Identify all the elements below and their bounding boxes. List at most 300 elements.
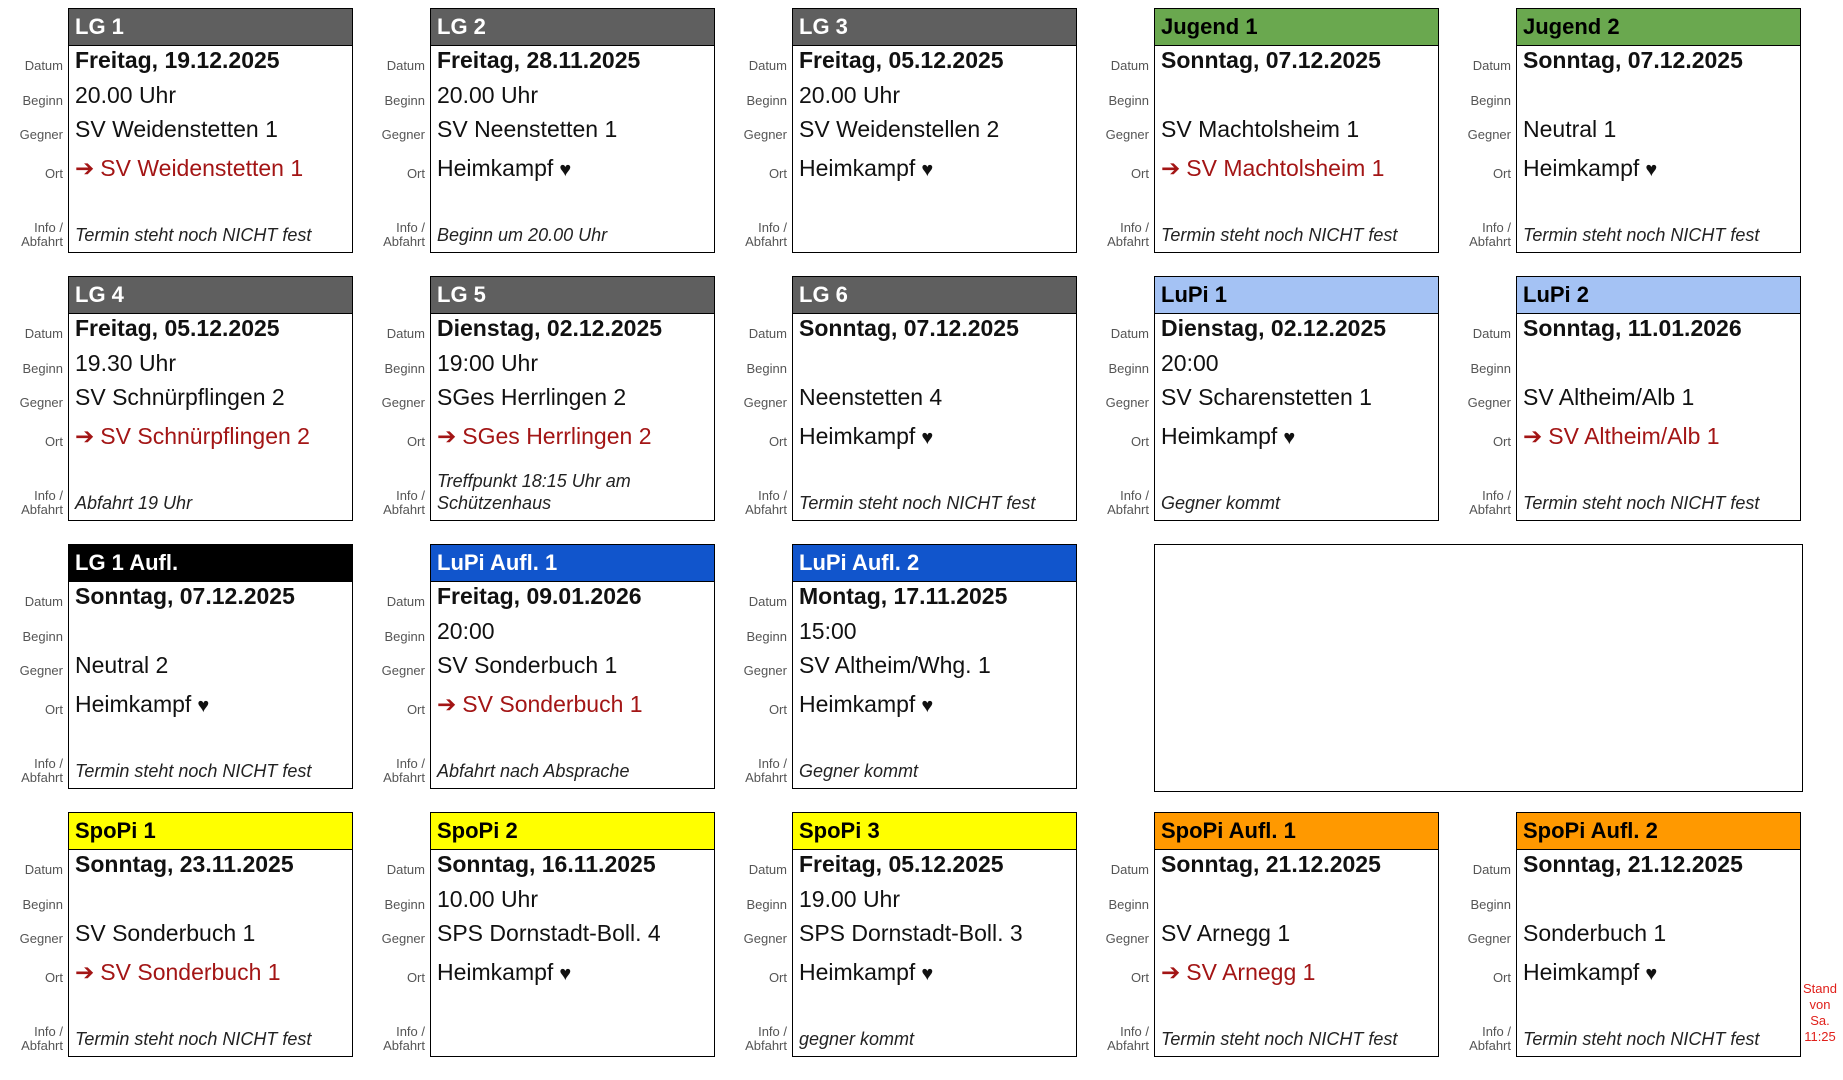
label-info-line2: Abfahrt bbox=[745, 502, 787, 517]
match-info: Termin steht noch NICHT fest bbox=[1161, 1029, 1398, 1049]
match-start-time: 20.00 Uhr bbox=[799, 82, 901, 108]
label-gegner: Gegner bbox=[1105, 127, 1149, 142]
team-card bbox=[792, 276, 1077, 521]
label-info-line1: Info / bbox=[758, 1024, 787, 1039]
match-location-text: Heimkampf bbox=[1523, 959, 1640, 985]
label-ort: Ort bbox=[406, 702, 425, 717]
team-card bbox=[1516, 812, 1801, 1057]
label-info bbox=[383, 1025, 425, 1053]
label-beginn: Beginn bbox=[746, 897, 787, 912]
label-info-line2: Abfahrt bbox=[1107, 502, 1149, 517]
team-header: SpoPi Aufl. 1 bbox=[1155, 813, 1438, 850]
team-header: LuPi Aufl. 2 bbox=[793, 545, 1076, 582]
label-datum: Datum bbox=[1472, 58, 1511, 73]
label-datum: Datum bbox=[748, 594, 787, 609]
match-info: Termin steht noch NICHT fest bbox=[799, 493, 1036, 513]
label-info bbox=[21, 221, 63, 249]
row-labels bbox=[1448, 276, 1514, 526]
team-card bbox=[68, 544, 353, 789]
match-start-time: 19.30 Uhr bbox=[75, 350, 177, 376]
match-date: Dienstag, 02.12.2025 bbox=[1161, 315, 1387, 341]
team-card bbox=[1154, 8, 1439, 253]
match-start-time: 20:00 bbox=[1161, 350, 1219, 376]
match-location bbox=[1523, 154, 1796, 184]
match-location bbox=[75, 154, 348, 182]
match-opponent: SV Sonderbuch 1 bbox=[437, 652, 618, 678]
label-beginn: Beginn bbox=[1470, 93, 1511, 108]
label-info-line1: Info / bbox=[1120, 1024, 1149, 1039]
label-info-line2: Abfahrt bbox=[21, 770, 63, 785]
match-location bbox=[75, 958, 348, 986]
match-date: Freitag, 05.12.2025 bbox=[75, 315, 280, 341]
label-info bbox=[21, 1025, 63, 1053]
team-header: SpoPi 2 bbox=[431, 813, 714, 850]
label-info bbox=[745, 489, 787, 517]
match-location-text: Heimkampf bbox=[1523, 155, 1640, 181]
match-date: Freitag, 28.11.2025 bbox=[437, 47, 641, 73]
row-labels bbox=[1086, 8, 1152, 258]
label-info-line1: Info / bbox=[34, 756, 63, 771]
team-header: Jugend 1 bbox=[1155, 9, 1438, 46]
team-cell bbox=[362, 8, 722, 258]
team-cell bbox=[1448, 8, 1808, 258]
away-arrow-icon: ➔ bbox=[1161, 155, 1181, 181]
label-info-line2: Abfahrt bbox=[1107, 234, 1149, 249]
label-info-line2: Abfahrt bbox=[21, 234, 63, 249]
label-info-line1: Info / bbox=[1482, 220, 1511, 235]
label-datum: Datum bbox=[24, 594, 63, 609]
team-cell bbox=[724, 276, 1084, 526]
stand-line-3: Sa. bbox=[1810, 1013, 1830, 1028]
label-ort: Ort bbox=[768, 702, 787, 717]
team-header: LuPi 2 bbox=[1517, 277, 1800, 314]
home-heart-icon: ♥ bbox=[1645, 963, 1658, 985]
match-location-text: Heimkampf bbox=[799, 423, 916, 449]
match-info: Gegner kommt bbox=[799, 761, 919, 781]
label-datum: Datum bbox=[386, 594, 425, 609]
match-opponent: SV Altheim/Whg. 1 bbox=[799, 652, 991, 678]
team-card bbox=[68, 276, 353, 521]
match-location-text: SV Machtolsheim 1 bbox=[1186, 155, 1385, 181]
match-location-text: SV Sonderbuch 1 bbox=[100, 959, 281, 985]
label-ort: Ort bbox=[44, 970, 63, 985]
away-arrow-icon: ➔ bbox=[75, 959, 95, 985]
label-info-line2: Abfahrt bbox=[383, 770, 425, 785]
label-ort: Ort bbox=[44, 166, 63, 181]
label-gegner: Gegner bbox=[381, 663, 425, 678]
match-location-text: Heimkampf bbox=[75, 691, 192, 717]
team-card bbox=[1154, 812, 1439, 1057]
row-labels bbox=[724, 276, 790, 526]
label-info-line1: Info / bbox=[396, 1024, 425, 1039]
match-location-text: SV Weidenstetten 1 bbox=[100, 155, 304, 181]
team-cell bbox=[362, 812, 722, 1062]
match-date: Sonntag, 23.11.2025 bbox=[75, 851, 294, 877]
label-gegner: Gegner bbox=[1105, 395, 1149, 410]
home-heart-icon: ♥ bbox=[197, 695, 210, 717]
label-info-line1: Info / bbox=[34, 488, 63, 503]
row-labels bbox=[724, 8, 790, 258]
match-location-text: Heimkampf bbox=[1161, 423, 1278, 449]
row-labels bbox=[0, 544, 66, 794]
label-beginn: Beginn bbox=[1108, 897, 1149, 912]
row-labels bbox=[724, 812, 790, 1062]
team-card bbox=[792, 812, 1077, 1057]
match-location-text: Heimkampf bbox=[799, 155, 916, 181]
label-info-line1: Info / bbox=[396, 488, 425, 503]
label-beginn: Beginn bbox=[1470, 897, 1511, 912]
home-heart-icon: ♥ bbox=[559, 159, 572, 181]
team-card bbox=[430, 8, 715, 253]
label-info-line1: Info / bbox=[758, 756, 787, 771]
label-info-line1: Info / bbox=[1482, 1024, 1511, 1039]
match-info: Treffpunkt 18:15 Uhr am Schützenhaus bbox=[437, 471, 631, 513]
row-labels bbox=[0, 812, 66, 1062]
label-ort: Ort bbox=[1492, 166, 1511, 181]
match-info: Termin steht noch NICHT fest bbox=[75, 1029, 312, 1049]
team-header: LG 3 bbox=[793, 9, 1076, 46]
label-beginn: Beginn bbox=[746, 629, 787, 644]
team-header: LG 4 bbox=[69, 277, 352, 314]
label-info bbox=[21, 757, 63, 785]
team-card bbox=[792, 544, 1077, 789]
label-ort: Ort bbox=[1492, 970, 1511, 985]
label-info-line2: Abfahrt bbox=[1107, 1038, 1149, 1053]
label-datum: Datum bbox=[386, 326, 425, 341]
team-card bbox=[1516, 8, 1801, 253]
away-arrow-icon: ➔ bbox=[437, 423, 457, 449]
match-location bbox=[1523, 958, 1796, 988]
team-cell bbox=[0, 8, 360, 258]
label-info-line2: Abfahrt bbox=[383, 502, 425, 517]
row-labels bbox=[362, 8, 428, 258]
label-ort: Ort bbox=[768, 434, 787, 449]
label-beginn: Beginn bbox=[22, 93, 63, 108]
label-gegner: Gegner bbox=[743, 663, 787, 678]
match-opponent: SV Neenstetten 1 bbox=[437, 116, 618, 142]
label-ort: Ort bbox=[1130, 434, 1149, 449]
match-opponent: SV Schnürpflingen 2 bbox=[75, 384, 285, 410]
label-ort: Ort bbox=[768, 166, 787, 181]
label-ort: Ort bbox=[406, 970, 425, 985]
label-ort: Ort bbox=[406, 434, 425, 449]
label-info bbox=[383, 221, 425, 249]
label-info bbox=[383, 757, 425, 785]
label-ort: Ort bbox=[44, 434, 63, 449]
label-datum: Datum bbox=[1472, 862, 1511, 877]
match-location bbox=[799, 690, 1072, 720]
label-ort: Ort bbox=[768, 970, 787, 985]
label-gegner: Gegner bbox=[19, 931, 63, 946]
match-location-text: SV Sonderbuch 1 bbox=[462, 691, 643, 717]
match-start-time: 20.00 Uhr bbox=[75, 82, 177, 108]
label-info-line1: Info / bbox=[758, 220, 787, 235]
match-opponent: SV Weidenstellen 2 bbox=[799, 116, 1000, 142]
label-info-line2: Abfahrt bbox=[745, 234, 787, 249]
label-info bbox=[1469, 221, 1511, 249]
label-info-line1: Info / bbox=[396, 756, 425, 771]
empty-placeholder-box bbox=[1154, 544, 1803, 792]
label-datum: Datum bbox=[748, 58, 787, 73]
match-date: Montag, 17.11.2025 bbox=[799, 583, 1008, 609]
label-info-line1: Info / bbox=[758, 488, 787, 503]
label-datum: Datum bbox=[748, 862, 787, 877]
away-arrow-icon: ➔ bbox=[1161, 959, 1181, 985]
away-arrow-icon: ➔ bbox=[75, 423, 95, 449]
match-location bbox=[75, 422, 348, 450]
team-cell bbox=[362, 544, 722, 794]
home-heart-icon: ♥ bbox=[1645, 159, 1658, 181]
match-date: Freitag, 05.12.2025 bbox=[799, 851, 1004, 877]
label-datum: Datum bbox=[1110, 58, 1149, 73]
match-start-time: 20.00 Uhr bbox=[437, 82, 539, 108]
team-card bbox=[792, 8, 1077, 253]
row-labels bbox=[1086, 276, 1152, 526]
label-info-line1: Info / bbox=[1482, 488, 1511, 503]
match-date: Sonntag, 07.12.2025 bbox=[1161, 47, 1381, 73]
row-labels bbox=[1086, 812, 1152, 1062]
label-info-line2: Abfahrt bbox=[1469, 234, 1511, 249]
team-card bbox=[68, 812, 353, 1057]
label-info-line2: Abfahrt bbox=[1469, 502, 1511, 517]
match-location bbox=[799, 958, 1072, 988]
home-heart-icon: ♥ bbox=[921, 159, 934, 181]
away-arrow-icon: ➔ bbox=[437, 691, 457, 717]
match-opponent: SPS Dornstadt-Boll. 3 bbox=[799, 920, 1023, 946]
label-datum: Datum bbox=[1110, 326, 1149, 341]
label-info-line1: Info / bbox=[34, 1024, 63, 1039]
row-labels bbox=[724, 544, 790, 794]
home-heart-icon: ♥ bbox=[921, 695, 934, 717]
label-info-line2: Abfahrt bbox=[21, 502, 63, 517]
match-start-time: 10.00 Uhr bbox=[437, 886, 539, 912]
match-location bbox=[1161, 154, 1434, 182]
row-labels bbox=[362, 276, 428, 526]
label-info bbox=[1469, 1025, 1511, 1053]
row-labels bbox=[0, 276, 66, 526]
label-info-line1: Info / bbox=[396, 220, 425, 235]
match-opponent: SV Sonderbuch 1 bbox=[75, 920, 256, 946]
match-opponent: Sonderbuch 1 bbox=[1523, 920, 1667, 946]
label-info bbox=[745, 1025, 787, 1053]
team-header: SpoPi 3 bbox=[793, 813, 1076, 850]
label-gegner: Gegner bbox=[19, 395, 63, 410]
match-info: Abfahrt 19 Uhr bbox=[75, 493, 193, 513]
label-info bbox=[745, 757, 787, 785]
label-ort: Ort bbox=[1130, 166, 1149, 181]
team-cell bbox=[0, 276, 360, 526]
match-location bbox=[437, 422, 710, 450]
label-datum: Datum bbox=[386, 862, 425, 877]
row-labels bbox=[0, 8, 66, 258]
label-gegner: Gegner bbox=[743, 931, 787, 946]
label-datum: Datum bbox=[1472, 326, 1511, 341]
match-date: Sonntag, 21.12.2025 bbox=[1523, 851, 1743, 877]
match-opponent: Neenstetten 4 bbox=[799, 384, 943, 410]
label-info bbox=[383, 489, 425, 517]
team-header: LG 1 bbox=[69, 9, 352, 46]
team-cell bbox=[0, 812, 360, 1062]
label-gegner: Gegner bbox=[1467, 395, 1511, 410]
home-heart-icon: ♥ bbox=[1283, 427, 1296, 449]
label-beginn: Beginn bbox=[22, 897, 63, 912]
label-datum: Datum bbox=[1110, 862, 1149, 877]
match-opponent: SV Arnegg 1 bbox=[1161, 920, 1291, 946]
label-ort: Ort bbox=[44, 702, 63, 717]
team-header: SpoPi Aufl. 2 bbox=[1517, 813, 1800, 850]
match-location bbox=[75, 690, 348, 720]
away-arrow-icon: ➔ bbox=[1523, 423, 1543, 449]
match-location-text: SV Arnegg 1 bbox=[1186, 959, 1316, 985]
match-date: Sonntag, 07.12.2025 bbox=[1523, 47, 1743, 73]
label-info bbox=[1107, 221, 1149, 249]
team-cell bbox=[1448, 276, 1808, 526]
label-info bbox=[1107, 1025, 1149, 1053]
label-gegner: Gegner bbox=[743, 395, 787, 410]
team-header: LuPi 1 bbox=[1155, 277, 1438, 314]
team-card bbox=[430, 812, 715, 1057]
match-opponent: Neutral 1 bbox=[1523, 116, 1617, 142]
match-info: Abfahrt nach Absprache bbox=[437, 761, 630, 781]
stand-line-2: von bbox=[1809, 997, 1831, 1012]
label-ort: Ort bbox=[406, 166, 425, 181]
match-date: Freitag, 19.12.2025 bbox=[75, 47, 280, 73]
label-ort: Ort bbox=[1492, 434, 1511, 449]
label-info bbox=[1107, 489, 1149, 517]
team-cell bbox=[1086, 812, 1446, 1062]
match-start-time: 19.00 Uhr bbox=[799, 886, 901, 912]
team-cell bbox=[362, 276, 722, 526]
team-cell bbox=[1086, 8, 1446, 258]
team-cell bbox=[1086, 276, 1446, 526]
match-info: Termin steht noch NICHT fest bbox=[1161, 225, 1398, 245]
match-location bbox=[799, 422, 1072, 452]
label-gegner: Gegner bbox=[381, 931, 425, 946]
match-info: Termin steht noch NICHT fest bbox=[1523, 1029, 1760, 1049]
label-datum: Datum bbox=[386, 58, 425, 73]
team-card bbox=[430, 544, 715, 789]
team-card bbox=[1154, 276, 1439, 521]
match-location bbox=[437, 154, 710, 184]
match-info: Gegner kommt bbox=[1161, 493, 1281, 513]
match-info: Beginn um 20.00 Uhr bbox=[437, 225, 608, 245]
match-date: Sonntag, 16.11.2025 bbox=[437, 851, 656, 877]
team-cell bbox=[0, 544, 360, 794]
label-beginn: Beginn bbox=[22, 361, 63, 376]
match-location-text: SV Schnürpflingen 2 bbox=[100, 423, 310, 449]
match-opponent: SV Scharenstetten 1 bbox=[1161, 384, 1372, 410]
label-beginn: Beginn bbox=[746, 361, 787, 376]
match-info: gegner kommt bbox=[799, 1029, 915, 1049]
team-header: LG 2 bbox=[431, 9, 714, 46]
label-gegner: Gegner bbox=[1467, 931, 1511, 946]
label-info-line2: Abfahrt bbox=[745, 770, 787, 785]
away-arrow-icon: ➔ bbox=[75, 155, 95, 181]
team-header: Jugend 2 bbox=[1517, 9, 1800, 46]
match-start-time: 20:00 bbox=[437, 618, 495, 644]
team-cell bbox=[1448, 812, 1808, 1062]
label-datum: Datum bbox=[24, 58, 63, 73]
team-cell bbox=[724, 8, 1084, 258]
label-gegner: Gegner bbox=[1467, 127, 1511, 142]
match-date: Freitag, 05.12.2025 bbox=[799, 47, 1004, 73]
team-card bbox=[430, 276, 715, 521]
match-opponent: SPS Dornstadt-Boll. 4 bbox=[437, 920, 661, 946]
label-beginn: Beginn bbox=[1470, 361, 1511, 376]
label-beginn: Beginn bbox=[1108, 361, 1149, 376]
row-labels bbox=[1448, 8, 1514, 258]
team-header: LuPi Aufl. 1 bbox=[431, 545, 714, 582]
label-datum: Datum bbox=[24, 862, 63, 877]
match-location-text: Heimkampf bbox=[799, 959, 916, 985]
match-date: Sonntag, 11.01.2026 bbox=[1523, 315, 1742, 341]
label-info-line1: Info / bbox=[1120, 488, 1149, 503]
match-info: Termin steht noch NICHT fest bbox=[75, 761, 312, 781]
match-opponent: SV Altheim/Alb 1 bbox=[1523, 384, 1695, 410]
label-gegner: Gegner bbox=[19, 663, 63, 678]
label-info bbox=[21, 489, 63, 517]
match-date: Sonntag, 07.12.2025 bbox=[75, 583, 295, 609]
match-location bbox=[437, 958, 710, 988]
label-gegner: Gegner bbox=[381, 395, 425, 410]
label-beginn: Beginn bbox=[22, 629, 63, 644]
team-header: LG 6 bbox=[793, 277, 1076, 314]
match-start-time: 19:00 Uhr bbox=[437, 350, 539, 376]
label-beginn: Beginn bbox=[746, 93, 787, 108]
label-info-line1: Info / bbox=[1120, 220, 1149, 235]
label-info-line1: Info / bbox=[34, 220, 63, 235]
match-date: Sonntag, 07.12.2025 bbox=[799, 315, 1019, 341]
label-info-line2: Abfahrt bbox=[383, 1038, 425, 1053]
match-location-text: Heimkampf bbox=[799, 691, 916, 717]
match-location-text: Heimkampf bbox=[437, 959, 554, 985]
team-header: SpoPi 1 bbox=[69, 813, 352, 850]
match-location bbox=[1523, 422, 1796, 450]
team-card bbox=[1516, 276, 1801, 521]
label-info-line2: Abfahrt bbox=[745, 1038, 787, 1053]
label-gegner: Gegner bbox=[1105, 931, 1149, 946]
match-opponent: Neutral 2 bbox=[75, 652, 169, 678]
match-date: Sonntag, 21.12.2025 bbox=[1161, 851, 1381, 877]
label-info-line2: Abfahrt bbox=[383, 234, 425, 249]
match-date: Dienstag, 02.12.2025 bbox=[437, 315, 663, 341]
label-beginn: Beginn bbox=[384, 897, 425, 912]
match-date: Freitag, 09.01.2026 bbox=[437, 583, 642, 609]
match-location bbox=[437, 690, 710, 718]
label-gegner: Gegner bbox=[743, 127, 787, 142]
match-location bbox=[799, 154, 1072, 184]
home-heart-icon: ♥ bbox=[921, 963, 934, 985]
match-location-text: Heimkampf bbox=[437, 155, 554, 181]
match-opponent: SV Machtolsheim 1 bbox=[1161, 116, 1360, 142]
team-cell bbox=[724, 544, 1084, 794]
label-gegner: Gegner bbox=[19, 127, 63, 142]
label-info bbox=[745, 221, 787, 249]
match-start-time: 15:00 bbox=[799, 618, 857, 644]
label-info-line2: Abfahrt bbox=[21, 1038, 63, 1053]
match-location bbox=[1161, 958, 1434, 986]
label-beginn: Beginn bbox=[1108, 93, 1149, 108]
label-datum: Datum bbox=[24, 326, 63, 341]
home-heart-icon: ♥ bbox=[559, 963, 572, 985]
label-info bbox=[1469, 489, 1511, 517]
team-cell bbox=[724, 812, 1084, 1062]
label-beginn: Beginn bbox=[384, 93, 425, 108]
match-opponent: SGes Herrlingen 2 bbox=[437, 384, 627, 410]
label-gegner: Gegner bbox=[381, 127, 425, 142]
label-ort: Ort bbox=[1130, 970, 1149, 985]
label-info-line2: Abfahrt bbox=[1469, 1038, 1511, 1053]
